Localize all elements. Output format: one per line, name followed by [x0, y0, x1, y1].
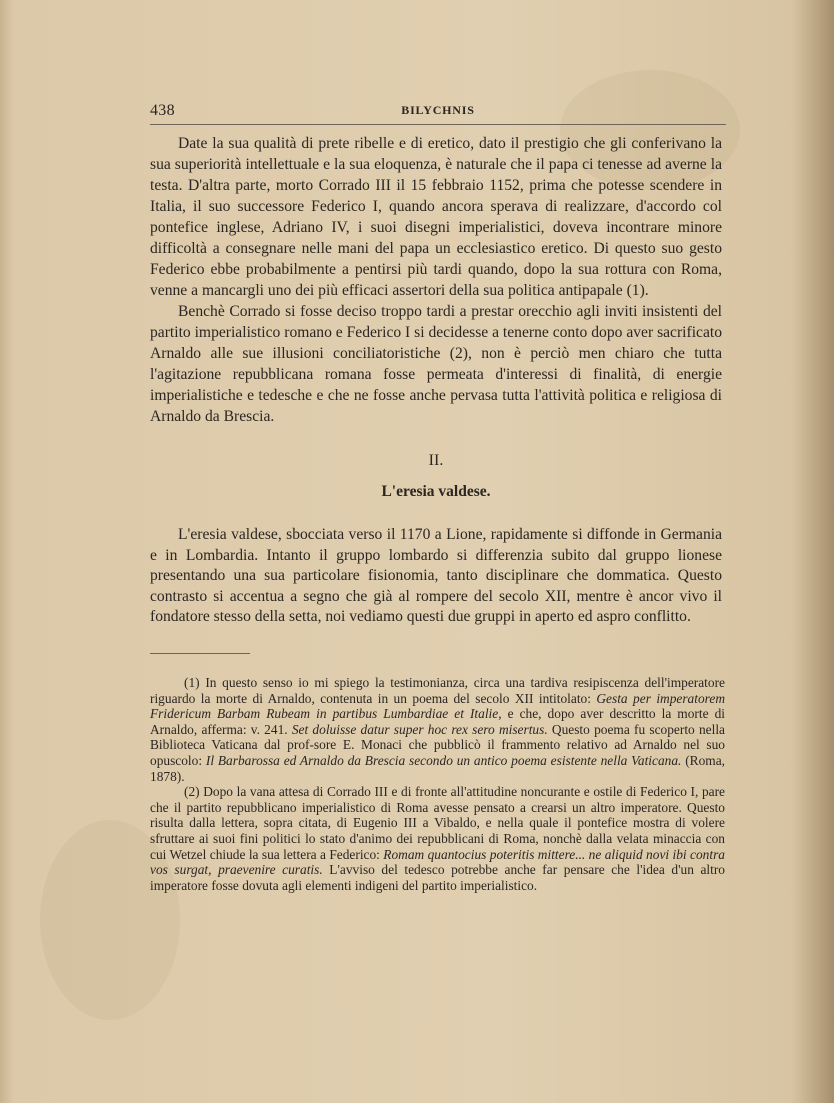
- page-number: 438: [150, 102, 175, 119]
- footnote-text: (2) Dopo la vana attesa di Corrado III e di fronte all'attitudine noncurante e ostile di Federico I, pare che il partito repubblicano imperialistico di Roma avesse pensato a crearsi un altro imperatore. Questo risulta dalla lettera, sopra citata, di Eugenio III a Vibaldo, e nella quale il pontefice mostra di volere sfruttare ai suoi fini politici lo stato d'animo dei repubblicani di Roma, nonchè dalla velata minaccia con cui Wetzel chiude la sua lettera a Federico:: [150, 784, 725, 862]
- footnote-text: L'avviso del tedesco potrebbe anche far pensare che l'idea d'un altro imperatore fosse dovuta agli elementi indigeni del partito imperialistico.: [150, 862, 726, 893]
- main-text: [150, 133, 722, 427]
- footnote-text: (Roma, 1878).: [150, 752, 726, 784]
- footnote-italic-title: Il Barbarossa ed Arnaldo da Brescia secondo un antico poema esistente nella Vaticana.: [205, 752, 682, 768]
- paragraph: L'eresia valdese, sbocciata verso il 1170 a Lione, rapidamente si diffonde in Germania e in Lombardia. Intanto il gruppo lombardo si differenzia subito dal gruppo lionese presentando una sua particolare fisionomia, tanto disciplinare che dommatica. Questo contrasto si accentua a segno che già al rompere del secolo XII, mentre è ancor vivo il fondatore stesso della setta, noi vediamo questi due gruppi in aperto ed aspro conflitto.: [150, 526, 722, 626]
- footnote-1: [150, 675, 725, 784]
- paragraph: Benchè Corrado si fosse deciso troppo tardi a prestar orecchio agli inviti insistenti del partito imperialistico romano e Federico I si decidesse a tenerne conto dopo aver sacrificato Arnaldo alle sue illusioni conciliatoristiche (2), non è perciò men chiaro che tutta l'agitazione repubblicana romana fosse permeata d'interessi di finalità, di energie imperialistiche e tedesche e che ne fosse anche pervasa tutta l'attività politica e religiosa di Arnaldo da Brescia.: [150, 303, 722, 425]
- footnotes: [150, 675, 725, 893]
- footnote-italic-quote: Romam quantocius poteritis mittere... ne aliquid novi ibi contra vos surgat, praevenire curatis.: [150, 846, 725, 878]
- footnote-text: e che, dopo aver descritto la morte di Arnaldo, afferma: v. 241.: [150, 706, 725, 737]
- running-head: BILYCHNIS: [401, 103, 475, 117]
- footnote-divider: [150, 653, 250, 654]
- footnote-text: Questo poema fu scoperto nella Biblioteca Vaticana dal prof-sore E. Monaci che pubblicò il frammento relativo ad Arnaldo nel suo opuscolo:: [150, 721, 725, 768]
- section-text: [150, 525, 722, 628]
- footnote-italic-quote: Set doluisse datur super hoc rex sero misertus.: [291, 721, 548, 737]
- footnote-text: (1) In questo senso io mi spiego la testimonianza, circa una tardiva resipiscenza dell'imperatore riguardo la morte di Arnaldo, contenuta in un poema del secolo XII intitolato:: [150, 675, 725, 706]
- footnote-2: [150, 784, 725, 893]
- page-edge-shadow: [790, 0, 834, 1103]
- footnote-italic-title: Gesta per imperatorem Fridericum Barbam Rubeam in partibus Lumbardiae et Italie,: [150, 690, 725, 722]
- section-number: II.: [428, 452, 444, 469]
- page-header: [150, 100, 726, 125]
- paragraph: Date la sua qualità di prete ribelle e di eretico, dato il prestigio che gli conferivano la sua superiorità intellettuale e la sua eloquenza, è naturale che il papa ci tenesse ad averne la testa. D'altra parte, morto Corrado III il 15 febbraio 1152, prima che potesse scendere in Italia, il suo successore Federico I, quando ancora sperava di realizzare, d'accordo col pontefice inglese, Adriano IV, i suoi disegni imperialistici, doveva incontrare minore difficoltà a consegnare nelle mani del papa un ecclesiastico eretico. Di questo suo gesto Federico ebbe probabilmente a pentirsi più tardi quando, dopo la sua rottura con Roma, venne a mancargli uno dei più efficaci assertori della sua politica antipapale (1).: [150, 135, 722, 299]
- section-title: L'eresia valdese.: [381, 483, 491, 500]
